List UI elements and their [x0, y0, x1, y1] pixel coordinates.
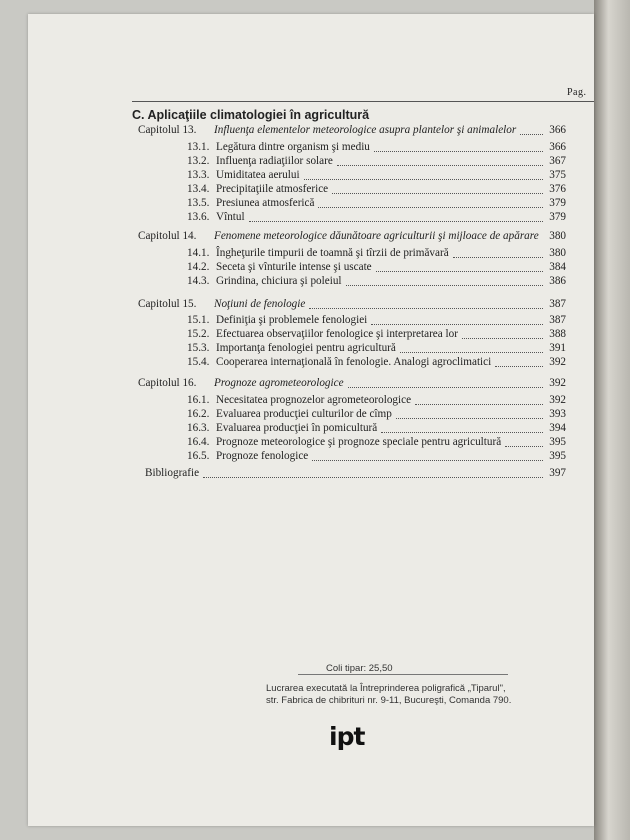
- toc-title: Importanţa fenologiei pentru agricultură: [216, 342, 396, 354]
- toc-subsection-row: [28, 356, 594, 370]
- toc-label: Capitolul 14.: [138, 230, 197, 242]
- toc-label: Capitolul 15.: [138, 298, 197, 310]
- toc-label: Capitolul 13.: [138, 124, 197, 136]
- toc-label: 13.2.: [187, 155, 210, 167]
- toc-subsection-row: [28, 141, 594, 155]
- toc-chapter-row: [28, 298, 594, 312]
- toc-label: 15.2.: [187, 328, 210, 340]
- toc-dot-leader: [312, 460, 543, 461]
- toc-page-number: 394: [549, 422, 566, 434]
- toc-subsection-row: [28, 183, 594, 197]
- toc-label: 14.1.: [187, 247, 210, 259]
- toc-page-number: 387: [549, 298, 566, 310]
- toc-dot-leader: [374, 151, 543, 152]
- toc-title: Evaluarea producţiei culturilor de cîmp: [216, 408, 392, 420]
- toc-label: 13.3.: [187, 169, 210, 181]
- toc-page-number: 375: [549, 169, 566, 181]
- toc-page-number: 392: [549, 377, 566, 389]
- toc-subsection-row: [28, 169, 594, 183]
- section-title: C. Aplicaţiile climatologiei în agricultură: [132, 108, 370, 122]
- toc-title: Evaluarea producţiei în pomicultură: [216, 422, 378, 434]
- toc-subsection-row: [28, 422, 594, 436]
- toc-dot-leader: [505, 446, 543, 447]
- toc-dot-leader: [249, 221, 543, 222]
- toc-subsection-row: [28, 314, 594, 328]
- toc-page-number: 387: [549, 314, 566, 326]
- toc-label: 16.4.: [187, 436, 210, 448]
- toc-page-number: 393: [549, 408, 566, 420]
- toc-page-number: 392: [549, 356, 566, 368]
- toc-title: Definiţia şi problemele fenologiei: [216, 314, 368, 326]
- toc-title: Cooperarea internaţională în fenologie. Analogi agroclimatici: [216, 356, 492, 368]
- toc-subsection-row: [28, 197, 594, 211]
- toc-page-number: 380: [549, 230, 566, 242]
- toc-label: 16.1.: [187, 394, 210, 406]
- toc-page-number: 367: [549, 155, 566, 167]
- book-binding: [594, 0, 630, 840]
- colophon-line-2: str. Fabrica de chibrituri nr. 9-11, Bucureşti, Comanda 790.: [266, 695, 512, 706]
- toc-label: 13.6.: [187, 211, 210, 223]
- toc-page-number: 392: [549, 394, 566, 406]
- toc-page-number: 395: [549, 450, 566, 462]
- toc-label: 15.3.: [187, 342, 210, 354]
- toc-subsection-row: [28, 408, 594, 422]
- toc-title: Fenomene meteorologice dăunătoare agriculturii şi mijloace de apărare: [214, 230, 539, 242]
- toc-title: Vîntul: [216, 211, 245, 223]
- toc-title: Influenţa elementelor meteorologice asupra plantelor şi animalelor: [214, 124, 517, 136]
- toc-dot-leader: [453, 257, 543, 258]
- coli-tipar: Coli tipar: 25,50: [326, 663, 393, 674]
- toc-title: Precipitaţiile atmosferice: [216, 183, 329, 195]
- toc-title: Presiunea atmosferică: [216, 197, 315, 209]
- page-column-label: Pag.: [567, 87, 587, 98]
- toc-dot-leader: [203, 477, 543, 478]
- toc-dot-leader: [520, 134, 543, 135]
- toc-page-number: 366: [549, 124, 566, 136]
- toc-label: 13.5.: [187, 197, 210, 209]
- toc-page-number: 395: [549, 436, 566, 448]
- toc-page-number: 388: [549, 328, 566, 340]
- header-rule: [132, 101, 594, 102]
- colophon-rule: [298, 674, 508, 675]
- toc-dot-leader: [381, 432, 543, 433]
- toc-dot-leader: [415, 404, 543, 405]
- toc-page-number: 386: [549, 275, 566, 287]
- toc-subsection-row: [28, 436, 594, 450]
- toc-page-number: 380: [549, 247, 566, 259]
- toc-subsection-row: [28, 328, 594, 342]
- toc-title: Necesitatea prognozelor agrometeorologice: [216, 394, 412, 406]
- toc-title: Îngheţurile timpurii de toamnă şi tîrzii de primăvară: [216, 247, 449, 259]
- toc-label: 16.2.: [187, 408, 210, 420]
- book-page: [28, 14, 594, 826]
- toc-chapter-row: [28, 377, 594, 391]
- toc-label: Bibliografie: [145, 467, 200, 479]
- toc-dot-leader: [332, 193, 543, 194]
- toc-dot-leader: [348, 387, 543, 388]
- toc-subsection-row: [28, 247, 594, 261]
- toc-label: 16.3.: [187, 422, 210, 434]
- toc-chapter-row: [28, 124, 594, 138]
- toc-dot-leader: [309, 308, 543, 309]
- toc-label: 15.4.: [187, 356, 210, 368]
- toc-dot-leader: [346, 285, 543, 286]
- toc-title: Grindina, chiciura şi poleiul: [216, 275, 342, 287]
- toc-title: Umiditatea aerului: [216, 169, 300, 181]
- toc-title: Influenţa radiaţiilor solare: [216, 155, 333, 167]
- toc-label: 14.3.: [187, 275, 210, 287]
- toc-page-number: 376: [549, 183, 566, 195]
- toc-dot-leader: [462, 338, 543, 339]
- toc-subsection-row: [28, 211, 594, 225]
- ipt-logo: ipt: [329, 722, 365, 751]
- toc-subsection-row: [28, 275, 594, 289]
- toc-title: Prognoze meteorologice şi prognoze speciale pentru agricultură: [216, 436, 502, 448]
- toc-page-number: 384: [549, 261, 566, 273]
- toc-dot-leader: [376, 271, 543, 272]
- toc-label: 13.1.: [187, 141, 210, 153]
- toc-page-number: 397: [549, 467, 566, 479]
- toc-dot-leader: [400, 352, 543, 353]
- colophon-line-1: Lucrarea executată la Întreprinderea poligrafică „Tiparul",: [266, 683, 506, 694]
- toc-page-number: 379: [549, 197, 566, 209]
- toc-subsection-row: [28, 450, 594, 464]
- toc-title: Efectuarea observaţiilor fenologice şi interpretarea lor: [216, 328, 458, 340]
- toc-title: Noţiuni de fenologie: [214, 298, 306, 310]
- toc-dot-leader: [371, 324, 543, 325]
- toc-dot-leader: [304, 179, 543, 180]
- toc-chapter-row: [28, 230, 594, 244]
- toc-page-number: 379: [549, 211, 566, 223]
- toc-subsection-row: [28, 342, 594, 356]
- toc-title: Prognoze agrometeorologice: [214, 377, 344, 389]
- toc-subsection-row: [28, 155, 594, 169]
- toc-bibliography-row: [28, 467, 594, 481]
- toc-subsection-row: [28, 394, 594, 408]
- toc-title: Prognoze fenologice: [216, 450, 309, 462]
- toc-dot-leader: [396, 418, 543, 419]
- toc-dot-leader: [337, 165, 543, 166]
- toc-label: 13.4.: [187, 183, 210, 195]
- toc-title: Seceta şi vînturile intense şi uscate: [216, 261, 372, 273]
- toc-dot-leader: [495, 366, 543, 367]
- toc-page-number: 366: [549, 141, 566, 153]
- toc-label: Capitolul 16.: [138, 377, 197, 389]
- toc-subsection-row: [28, 261, 594, 275]
- toc-label: 14.2.: [187, 261, 210, 273]
- toc-label: 15.1.: [187, 314, 210, 326]
- toc-dot-leader: [318, 207, 543, 208]
- toc-label: 16.5.: [187, 450, 210, 462]
- toc-page-number: 391: [549, 342, 566, 354]
- toc-title: Legătura dintre organism şi mediu: [216, 141, 370, 153]
